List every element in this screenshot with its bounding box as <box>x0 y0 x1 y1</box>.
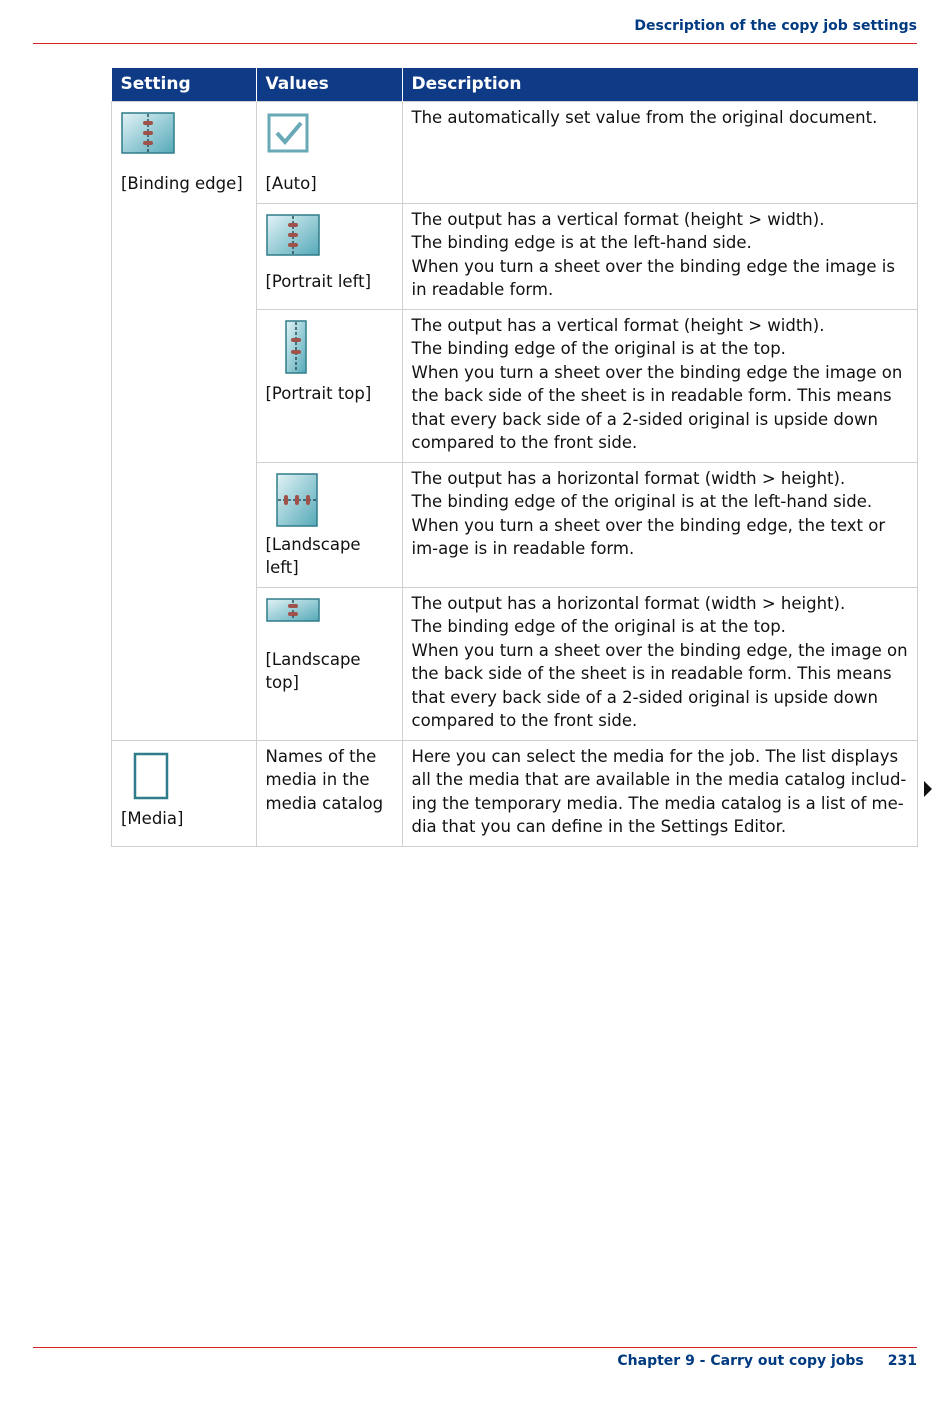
description-line: The binding edge of the original is at the top. <box>411 339 786 358</box>
landscape-top-icon <box>266 598 320 622</box>
setting-label-media: [Media] <box>121 808 184 828</box>
column-header-description: Description <box>402 68 918 102</box>
description-line: When you turn a sheet over the binding edge the image on the back side of the sheet is in readable form. This means that every back side of a 2-sided original is upside down compared to the front side. <box>411 362 903 452</box>
page-footer <box>617 1353 917 1369</box>
page-number: 231 <box>887 1353 917 1369</box>
description-line: The binding edge of the original is at the top. <box>411 617 786 636</box>
portrait-left-icon <box>266 214 320 256</box>
value-cell-media <box>256 740 402 846</box>
description-line: The output has a horizontal format (width > height). <box>411 593 846 613</box>
description-line: When you turn a sheet over the binding edge the image is in readable form. <box>411 256 895 299</box>
portrait-top-icon <box>266 320 320 374</box>
setting-cell-media <box>112 740 257 846</box>
checkmark-icon <box>266 112 310 154</box>
value-cell-landscape-left <box>256 462 402 587</box>
continue-arrow-icon <box>924 781 932 797</box>
value-label-auto: [Auto] <box>265 174 317 193</box>
value-cell-landscape-top <box>256 587 402 740</box>
value-label-portrait-top: [Portrait top] <box>265 383 372 403</box>
value-cell-portrait-left <box>256 203 402 309</box>
description-line: The binding edge is at the left-hand side. <box>411 233 752 252</box>
footer-rule <box>33 1347 917 1348</box>
description-line: When you turn a sheet over the binding edge, the image on the back side of the sheet is in readable form. This means that every back side of a 2-sided original is upside down compared to the front side. <box>411 640 908 730</box>
running-header-title: Description of the copy job settings <box>634 18 917 34</box>
value-cell-auto <box>256 102 402 204</box>
settings-table <box>111 68 918 847</box>
description-line: When you turn a sheet over the binding edge, the text or im-age is in readable form. <box>411 515 886 558</box>
description-line: The binding edge of the original is at the left-hand side. <box>411 492 873 511</box>
table-header-row <box>112 68 918 102</box>
description-cell-portrait-top <box>402 309 918 462</box>
table-row <box>112 102 918 204</box>
value-label-media: Names of the media in the media catalog <box>265 746 384 813</box>
description-line: The output has a vertical format (height > width). <box>411 315 825 335</box>
column-header-setting: Setting <box>112 68 257 102</box>
footer-chapter: Chapter 9 - Carry out copy jobs <box>617 1353 864 1369</box>
binding-edge-icon <box>121 112 175 154</box>
header-rule <box>33 43 917 44</box>
description-cell-auto <box>402 102 918 204</box>
description-cell-portrait-left <box>402 203 918 309</box>
column-header-values: Values <box>256 68 402 102</box>
setting-cell-binding-edge <box>112 102 257 741</box>
description-line: Here you can select the media for the job. The list displays all the media that are available in the media catalog includ-ing the temporary media. The media catalog is a list of me-dia that you can define in the Settings Editor. <box>411 746 907 836</box>
value-label-portrait-left: [Portrait left] <box>265 271 372 291</box>
description-cell-landscape-left <box>402 462 918 587</box>
landscape-left-icon <box>266 473 320 527</box>
setting-label-binding-edge: [Binding edge] <box>121 174 243 193</box>
description-cell-landscape-top <box>402 587 918 740</box>
description-cell-media <box>402 740 918 846</box>
description-line: The output has a vertical format (height > width). <box>411 209 825 229</box>
value-cell-portrait-top <box>256 309 402 462</box>
table-row <box>112 740 918 846</box>
media-sheet-icon <box>121 751 175 801</box>
value-label-landscape-top: [Landscape top] <box>265 649 361 692</box>
description-line: The output has a horizontal format (width > height). <box>411 468 846 488</box>
value-label-landscape-left: [Landscape left] <box>265 534 361 577</box>
description-line: The automatically set value from the original document. <box>411 108 878 127</box>
